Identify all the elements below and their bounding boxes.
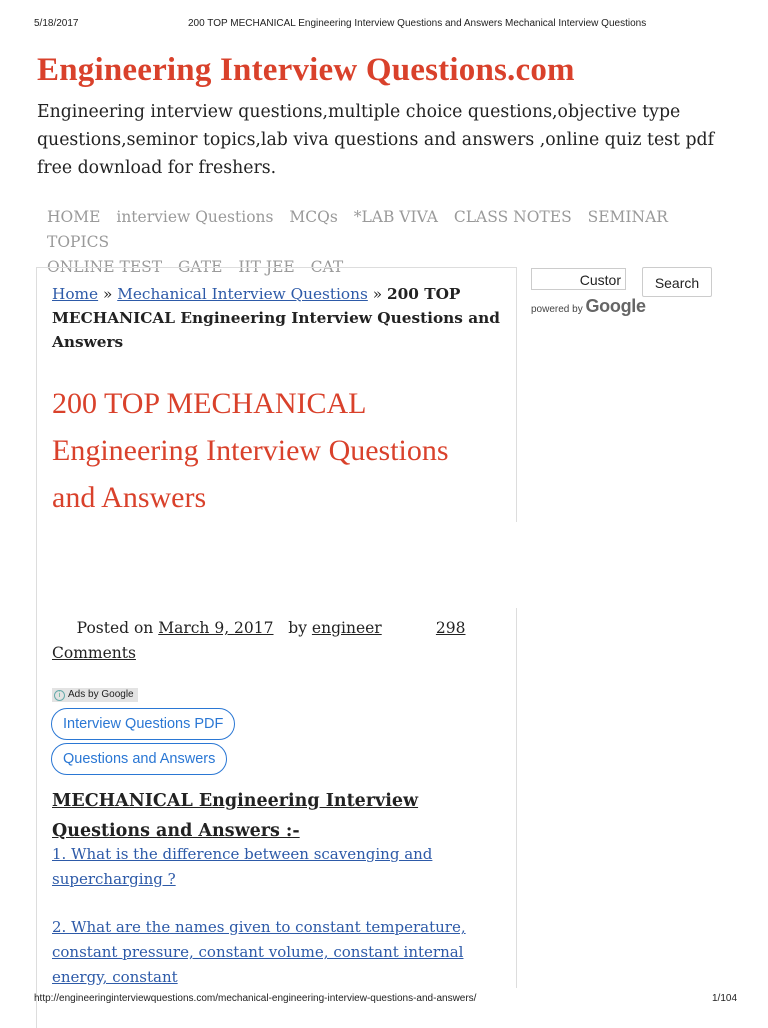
print-url: http://engineeringinterviewquestions.com/mechanical-engineering-interview-questions-and-answers/ — [34, 993, 477, 1004]
site-tagline: Engineering interview questions,multiple choice questions,objective type questions,seminor topics,lab viva questions and answers ,online quiz test pdf free download for freshers. — [37, 102, 714, 178]
posted-on-label: Posted on — [76, 619, 159, 637]
author-link[interactable]: engineer — [311, 619, 382, 637]
breadcrumb-home-link[interactable]: Home — [52, 285, 99, 303]
search-input[interactable]: Custor — [531, 268, 626, 290]
comments-label-link[interactable]: Comments — [52, 644, 136, 662]
google-logo: Google — [585, 296, 646, 316]
breadcrumb — [52, 282, 502, 354]
post-meta — [52, 616, 502, 666]
nav-item-online-test[interactable]: ONLINE TEST — [47, 258, 163, 276]
nav-item-gate[interactable]: GATE — [178, 258, 223, 276]
ad-link-interview-questions-pdf[interactable]: Interview Questions PDF — [51, 708, 235, 740]
post-date-link[interactable]: March 9, 2017 — [158, 619, 274, 637]
breadcrumb-separator: » — [367, 285, 387, 303]
comments-count-link[interactable]: 298 — [435, 619, 466, 637]
by-label: by — [283, 619, 312, 637]
nav-item-seminar-topics[interactable]: SEMINAR TOPICS — [47, 208, 668, 251]
ads-badge[interactable] — [52, 688, 138, 702]
nav-item-home[interactable]: HOME — [47, 208, 101, 226]
info-icon: i — [54, 690, 65, 701]
post-title: 200 TOP MECHANICAL Engineering Interview Questions and Answers — [52, 387, 449, 514]
ad-link-questions-and-answers[interactable]: Questions and Answers — [51, 743, 227, 775]
nav-item-cat[interactable]: CAT — [310, 258, 344, 276]
content-divider — [516, 608, 517, 988]
print-page-title: 200 TOP MECHANICAL Engineering Interview Questions and Answers Mechanical Interview Questions — [188, 18, 647, 29]
section-heading: MECHANICAL Engineering Interview Questions and Answers :- — [52, 791, 419, 841]
nav-item-iit-jee[interactable]: IIT JEE — [238, 258, 295, 276]
search-button[interactable]: Search — [642, 267, 712, 297]
print-page-number: 1/104 — [712, 993, 738, 1004]
question-link[interactable]: 2. What are the names given to constant temperature, constant pressure, constant volume, constant internal energy, constant — [52, 918, 466, 986]
nav-item-class-notes[interactable]: CLASS NOTES — [453, 208, 572, 226]
nav-item-mcqs[interactable]: MCQs — [289, 208, 338, 226]
breadcrumb-category-link[interactable]: Mechanical Interview Questions — [117, 285, 368, 303]
print-date: 5/18/2017 — [34, 18, 79, 29]
content-divider — [516, 267, 517, 522]
powered-by-label: powered by — [531, 304, 583, 315]
nav-item-lab-viva[interactable]: *LAB VIVA — [353, 208, 438, 226]
breadcrumb-current: 200 TOP MECHANICAL Engineering Interview Questions and Answers — [52, 285, 500, 351]
breadcrumb-separator: » — [98, 285, 118, 303]
ads-badge-label: Ads by Google — [68, 689, 134, 700]
question-link[interactable]: 1. What is the difference between scavenging and supercharging ? — [52, 845, 433, 888]
site-title[interactable]: Engineering Interview Questions.com — [37, 52, 575, 88]
powered-by-google — [531, 296, 646, 317]
nav-item-interview-questions[interactable]: interview Questions — [116, 208, 274, 226]
